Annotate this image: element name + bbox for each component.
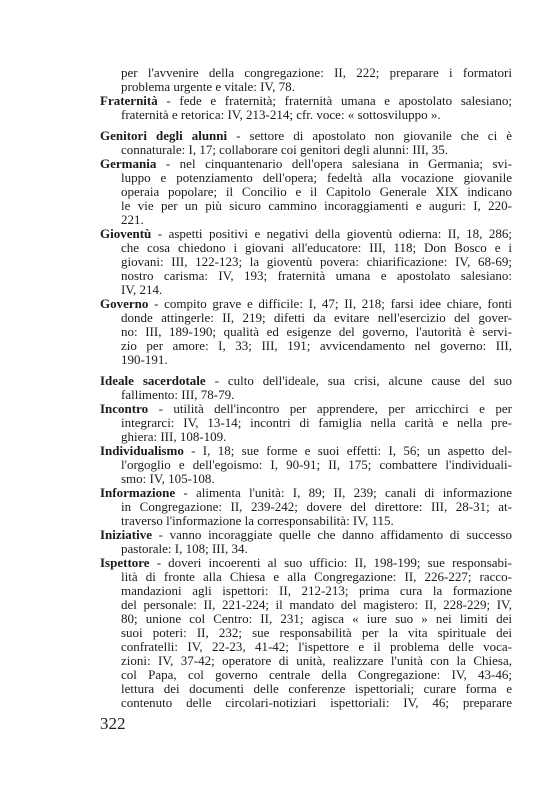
entry-line: del personale: II, 221-224; il mandato del magistero: II, 228-229; IV, xyxy=(121,598,512,612)
index-entry-genitori xyxy=(100,129,512,143)
entry-line: luppo e potenziamento dell'opera; fedeltà alla vocazione giovanile xyxy=(121,171,512,185)
entry-heading: Gioventù xyxy=(100,227,152,241)
entry-line: connaturale: I, 17; collaborare coi genitori degli alunni: III, 35. xyxy=(121,143,449,157)
entry-line: smo: IV, 105-108. xyxy=(121,472,215,486)
entry-heading: Genitori degli alunni xyxy=(100,129,228,143)
entry-line: - vanno incoraggiate quelle che danno affidamento di successo xyxy=(152,528,512,542)
entry-heading: Governo xyxy=(100,297,149,311)
index-entry-fraternita xyxy=(100,94,512,108)
entry-line: in Congregazione: II, 239-242; dovere del direttore: III, 28-31; at- xyxy=(121,500,512,514)
entry-heading: Informazione xyxy=(100,486,176,500)
entry-line: problema urgente e vitale: IV, 78. xyxy=(121,80,295,94)
entry-line: - utilità dell'incontro per apprendere, per arricchirci e per xyxy=(148,402,512,416)
index-entry-ispettore xyxy=(100,556,512,570)
entry-line: 190-191. xyxy=(121,353,168,367)
index-entry-ideale-sacerdotale xyxy=(100,374,512,388)
entry-line: zio per amore: I, 33; III, 191; avvicendamento nel governo: III, xyxy=(121,339,512,353)
entry-line: giovani: III, 122-123; la gioventù povera: chiarificazione: IV, 68-69; xyxy=(121,255,512,269)
entry-line: - aspetti positivi e negativi della gioventù odierna: II, 18, 286; xyxy=(151,227,512,241)
entry-line: che cosa chiedono i giovani all'educatore: III, 118; Don Bosco e i xyxy=(121,241,512,255)
entry-heading: Germania xyxy=(100,157,157,171)
entry-line: fraternità e retorica: IV, 213-214; cfr. voce: « sottosviluppo ». xyxy=(121,108,441,122)
index-entry-governo xyxy=(100,297,512,311)
entry-line: confratelli: IV, 22-23, 41-42; l'ispettore e il problema delle voca- xyxy=(121,640,512,654)
index-entry-individualismo xyxy=(100,444,512,458)
entry-line: mandazioni agli ispettori: II, 212-213; prima cura la formazione xyxy=(121,584,512,598)
entry-line: lità di fronte alla Chiesa e alla Congregazione: II, 226-227; racco- xyxy=(121,570,512,584)
entry-line: zioni: IV, 37-42; operatore di unità, realizzare l'unità con la Chiesa, xyxy=(121,654,512,668)
entry-line: nostro carisma: IV, 193; fraternità umana e apostolato salesiano: xyxy=(121,269,512,283)
entry-line: IV, 214. xyxy=(121,283,163,297)
entry-line: traverso l'informazione la corresponsabilità: IV, 115. xyxy=(121,514,394,528)
entry-line: pastorale: I, 108; III, 34. xyxy=(121,542,248,556)
entry-line: contenuto delle circolari-notiziari ispettoriali: IV, 46; preparare xyxy=(121,696,512,710)
index-entry-informazione xyxy=(100,486,512,500)
index-entry-incontro xyxy=(100,402,512,416)
entry-line: donde attingerle: II, 219; difetti da evitare nell'esercizio del gover- xyxy=(121,311,512,325)
entry-line: - culto dell'ideale, sua crisi, alcune cause del suo xyxy=(205,374,512,388)
entry-line: - I, 18; sue forme e suoi effetti: I, 56; un aspetto del- xyxy=(183,444,512,458)
entry-line: no: III, 189-190; qualità ed esigenze del governo, l'autorità è servi- xyxy=(121,325,512,339)
entry-line: integrarci: IV, 13-14; incontri di famiglia nella carità e nella pre- xyxy=(121,416,512,430)
entry-heading: Incontro xyxy=(100,402,149,416)
entry-line: operaia popolare; il Concilio e il Capitolo Generale XIX indicano xyxy=(121,185,512,199)
index-entry-iniziative xyxy=(100,528,512,542)
entry-line: - settore di apostolato non giovanile che ci è xyxy=(227,129,512,143)
entry-line: per l'avvenire della congregazione: II, 222; preparare i formatori xyxy=(121,66,512,80)
entry-line: 80; unione col Centro: II, 231; agisca « iure suo » nei limiti dei xyxy=(121,612,512,626)
entry-heading: Ispettore xyxy=(100,556,150,570)
entry-heading: Individualismo xyxy=(100,444,184,458)
index-entry-germania xyxy=(100,157,512,171)
entry-heading: Fraternità xyxy=(100,94,158,108)
entry-line: le vie per un più sicuro cammino incoraggiamenti e auguri: I, 220- xyxy=(121,199,512,213)
index-entry-gioventu xyxy=(100,227,512,241)
entry-line: ghiera: III, 108-109. xyxy=(121,430,227,444)
entry-line: col Papa, col governo centrale della Congregazione: IV, 43-46; xyxy=(121,668,512,682)
entry-line: lettura dei documenti delle conferenze ispettoriali; curare forma e xyxy=(121,682,512,696)
entry-heading: Iniziative xyxy=(100,528,152,542)
entry-line: l'orgoglio e dell'egoismo: I, 90-91; II, 175; combattere l'individuali- xyxy=(121,458,512,472)
entry-line: 221. xyxy=(121,213,144,227)
entry-line: - fede e fraternità; fraternità umana e apostolato salesiano; xyxy=(157,94,512,108)
entry-line: - nel cinquantenario dell'opera salesiana in Germania; svi- xyxy=(156,157,512,171)
entry-line: - doveri incoerenti al suo ufficio: II, 198-199; sue responsabi- xyxy=(149,556,512,570)
entry-line: fallimento: III, 78-79. xyxy=(121,388,235,402)
page-number: 322 xyxy=(100,714,126,733)
entry-line: suoi poteri: II, 232; sue responsabilità per la vita spirituale dei xyxy=(121,626,512,640)
entry-line: - compito grave e difficile: I, 47; II, 218; farsi idee chiare, fonti xyxy=(148,297,512,311)
entry-heading: Ideale sacerdotale xyxy=(100,374,206,388)
entry-line: - alimenta l'unità: I, 89; II, 239; canali di informazione xyxy=(175,486,512,500)
